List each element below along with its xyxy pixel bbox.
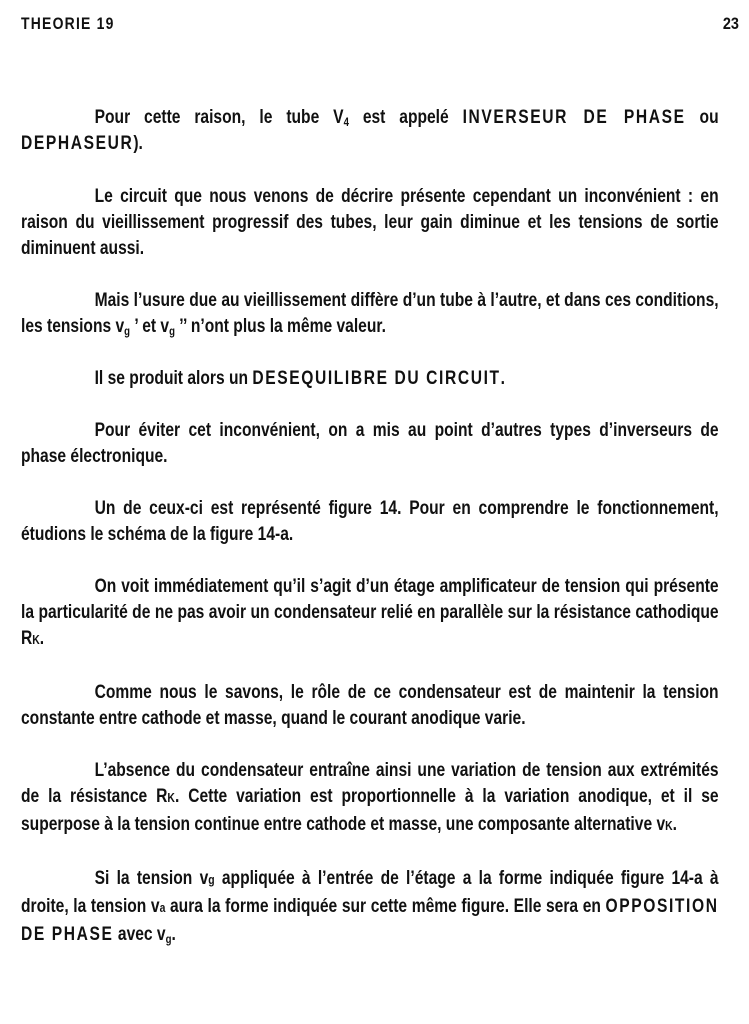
- text-run: .: [171, 923, 176, 945]
- text-run: .: [672, 813, 677, 835]
- text-run: ).: [133, 132, 143, 154]
- paragraph-desequilibre: [21, 365, 719, 391]
- text-run: Mais l’usure due au vieillissement diffère d’un tube à l’autre, et dans ces conditions, les tensions v: [21, 289, 719, 337]
- paragraph-usure: [21, 287, 719, 339]
- subscript: g: [208, 872, 215, 887]
- text-run: ’’ n’ont plus la même valeur.: [174, 315, 386, 337]
- paragraph-inverseur-de-phase: [21, 104, 719, 156]
- body-text: [21, 104, 719, 973]
- paragraph-eviter: Pour éviter cet inconvénient, on a mis au point d’autres types d’inverseurs de phase électronique.: [21, 419, 719, 467]
- paragraph-inconvenient: Le circuit que nous venons de décrire présente cependant un inconvénient : en raison du vieillissement progressif des tubes, leur gain diminue et les tensions de sortie diminuent aussi.: [21, 185, 719, 259]
- subscript: K: [167, 790, 175, 805]
- text-run: appliquée à l’entrée de l’étage a la forme indiquée figure 14-a à droite, la tension v: [21, 867, 719, 917]
- text-run: est appelé: [348, 106, 463, 128]
- page-header: [21, 14, 739, 36]
- chapter-title: THEORIE 19: [21, 14, 115, 33]
- page-number: 23: [722, 14, 739, 33]
- text-run: ou: [685, 106, 719, 128]
- text-run: . Cette variation est proportionnelle à la variation anodique, et il se superpose à la tension continue entre cathode et masse, une composante alternative v: [21, 785, 719, 835]
- emphasis-caps: DESEQUILIBRE DU CIRCUIT: [252, 367, 501, 389]
- text-run: ’ et v: [130, 315, 170, 337]
- subscript: g: [169, 324, 175, 338]
- text-run: Si la tension v: [94, 867, 209, 889]
- subscript: g: [165, 932, 172, 946]
- subscript: g: [124, 324, 131, 338]
- text-run: L’absence du condensateur entraîne ainsi une variation de tension aux extrémités de la résistance R: [21, 759, 719, 807]
- paragraph-absence-condensateur: [21, 757, 719, 839]
- paragraph-figure-14: Un de ceux-ci est représenté figure 14. Pour en comprendre le fonctionnement, étudions le schéma de la figure 14-a.: [21, 497, 719, 545]
- subscript: a: [159, 900, 166, 915]
- text-run: .: [500, 367, 505, 389]
- text-run: avec v: [113, 923, 166, 945]
- subscript: K: [32, 632, 40, 647]
- paragraph-role-condensateur: Comme nous le savons, le rôle de ce condensateur est de maintenir la tension constante entre cathode et masse, quand le courant anodique varie.: [21, 681, 719, 729]
- subscript: K: [665, 818, 673, 833]
- emphasis-caps: INVERSEUR DE PHASE: [462, 106, 686, 128]
- text-run: .: [39, 627, 45, 649]
- text-run: On voit immédiatement qu’il s’agit d’un étage amplificateur de tension qui présente la particularité de ne pas avoir un condensateur relié en parallèle sur la résistance cathodique R: [21, 575, 719, 649]
- text-run: Il se produit alors un: [94, 367, 253, 389]
- emphasis-caps: OPPOSITION DE PHASE: [21, 895, 719, 945]
- paragraph-etage-amplificateur: [21, 573, 719, 653]
- emphasis-caps: DEPHASEUR: [21, 132, 134, 154]
- text-run: Pour cette raison, le tube V: [94, 106, 344, 128]
- subscript: 4: [343, 115, 349, 129]
- text-run: aura la forme indiquée sur cette même figure. Elle sera en: [165, 895, 606, 917]
- paragraph-opposition-de-phase: [21, 865, 719, 947]
